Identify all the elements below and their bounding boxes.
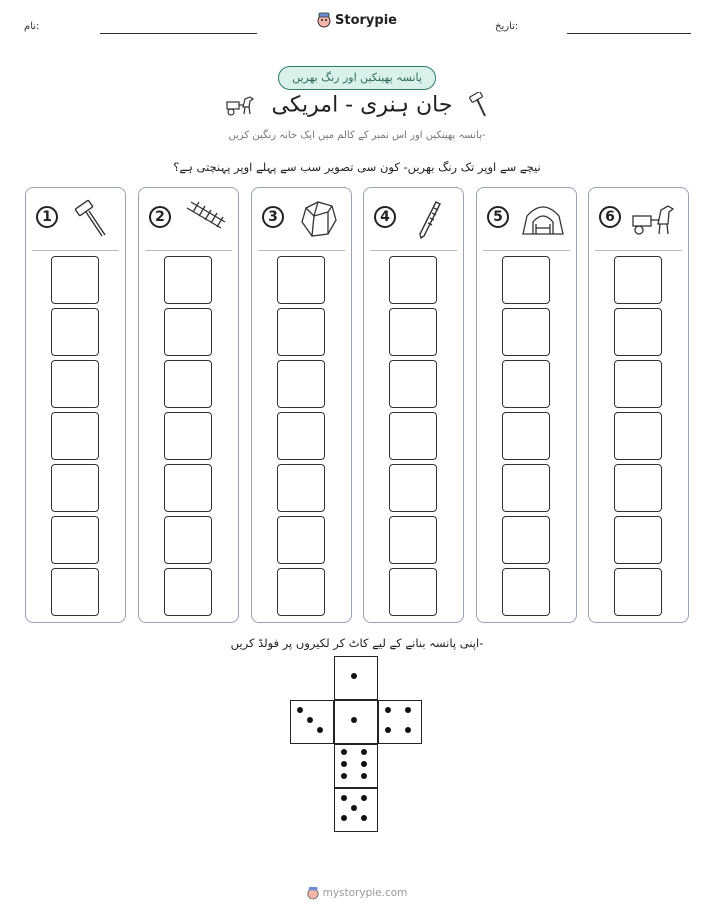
- horse-cart-icon: [225, 93, 257, 117]
- color-box[interactable]: [51, 360, 99, 408]
- column-number: 3: [262, 206, 284, 228]
- column-number: 4: [374, 206, 396, 228]
- dice-pip: [361, 773, 367, 779]
- instruction-text: نیچے سے اوپر تک رنگ بھریں- کون سی تصویر سب سے پہلے اوپر پہنچتی ہے؟: [173, 160, 541, 174]
- column-4: [363, 187, 464, 623]
- color-box[interactable]: [389, 568, 437, 616]
- color-box[interactable]: [164, 412, 212, 460]
- dice-pip: [351, 717, 357, 723]
- subtitle: پانسہ پھینکیں اور اس نمبر کے کالم میں ایک خانہ رنگین کریں-: [228, 130, 486, 141]
- dice-face-6: [334, 744, 378, 788]
- dice-pip: [297, 707, 303, 713]
- color-box[interactable]: [51, 308, 99, 356]
- storypie-mascot-icon: [317, 12, 331, 28]
- color-box[interactable]: [614, 360, 662, 408]
- page-title: [0, 92, 714, 118]
- column-2: [138, 187, 239, 623]
- name-label: نام:: [24, 21, 40, 32]
- color-box[interactable]: [502, 516, 550, 564]
- hammer-icon: [467, 92, 489, 118]
- color-box[interactable]: [51, 568, 99, 616]
- column-divider: [595, 250, 682, 251]
- column-divider: [32, 250, 119, 251]
- drill-spike-icon: [406, 198, 454, 240]
- storypie-mascot-icon: [307, 886, 319, 900]
- rock-icon: [294, 198, 342, 240]
- column-number: 1: [36, 206, 58, 228]
- color-box[interactable]: [502, 308, 550, 356]
- color-box[interactable]: [277, 464, 325, 512]
- color-box[interactable]: [502, 256, 550, 304]
- color-box[interactable]: [277, 308, 325, 356]
- color-box[interactable]: [614, 516, 662, 564]
- dice-face-1: [334, 656, 378, 700]
- color-box[interactable]: [389, 360, 437, 408]
- column-6: [588, 187, 689, 623]
- color-box[interactable]: [389, 516, 437, 564]
- brand-logo: [0, 12, 714, 32]
- column-divider: [258, 250, 345, 251]
- column-1: [25, 187, 126, 623]
- color-box[interactable]: [277, 412, 325, 460]
- hammer-icon: [68, 198, 116, 240]
- dice-face-5: [334, 788, 378, 832]
- color-box[interactable]: [502, 464, 550, 512]
- color-box[interactable]: [164, 308, 212, 356]
- dice-pip: [341, 749, 347, 755]
- color-box[interactable]: [502, 412, 550, 460]
- color-box[interactable]: [164, 256, 212, 304]
- column-divider: [145, 250, 232, 251]
- railroad-track-icon: [181, 198, 229, 240]
- name-line[interactable]: [100, 33, 257, 34]
- dice-face-4: [378, 700, 422, 744]
- color-box[interactable]: [164, 568, 212, 616]
- dice-pip: [341, 761, 347, 767]
- dice-pip: [385, 727, 391, 733]
- color-box[interactable]: [277, 568, 325, 616]
- color-box[interactable]: [614, 464, 662, 512]
- color-box[interactable]: [164, 464, 212, 512]
- column-5: [476, 187, 577, 623]
- color-box[interactable]: [164, 516, 212, 564]
- column-3: [251, 187, 352, 623]
- date-label: تاریخ:: [495, 21, 519, 32]
- color-box[interactable]: [277, 516, 325, 564]
- horse-cart-icon: [631, 198, 679, 240]
- dice-pip: [341, 795, 347, 801]
- color-box[interactable]: [51, 412, 99, 460]
- color-box[interactable]: [614, 568, 662, 616]
- date-line[interactable]: [567, 33, 691, 34]
- color-box[interactable]: [164, 360, 212, 408]
- column-number: 6: [599, 206, 621, 228]
- dice-pip: [307, 717, 313, 723]
- dice-pip: [361, 795, 367, 801]
- color-box[interactable]: [502, 360, 550, 408]
- tunnel-icon: [519, 198, 567, 240]
- color-box[interactable]: [277, 360, 325, 408]
- column-number: 2: [149, 206, 171, 228]
- color-box[interactable]: [502, 568, 550, 616]
- color-box[interactable]: [614, 308, 662, 356]
- dice-face-3: [290, 700, 334, 744]
- page-title-text: جان ہنری - امریکی: [271, 92, 453, 118]
- color-box[interactable]: [277, 256, 325, 304]
- color-box[interactable]: [51, 464, 99, 512]
- color-box[interactable]: [51, 516, 99, 564]
- dice-pip: [405, 707, 411, 713]
- dice-pip: [341, 815, 347, 821]
- dice-face-1: [334, 700, 378, 744]
- dice-pip: [385, 707, 391, 713]
- color-box[interactable]: [389, 308, 437, 356]
- brand-name: Storypie: [335, 12, 397, 28]
- column-divider: [370, 250, 457, 251]
- dice-pip: [361, 749, 367, 755]
- dice-pip: [351, 673, 357, 679]
- dice-pip: [405, 727, 411, 733]
- footer: [0, 886, 714, 903]
- dice-pip: [341, 773, 347, 779]
- column-number: 5: [487, 206, 509, 228]
- color-box[interactable]: [51, 256, 99, 304]
- activity-badge: پانسہ پھینکیں اور رنگ بھریں: [278, 66, 436, 90]
- color-box[interactable]: [389, 464, 437, 512]
- column-divider: [483, 250, 570, 251]
- color-box[interactable]: [389, 256, 437, 304]
- dice-pip: [317, 727, 323, 733]
- dice-pip: [351, 805, 357, 811]
- color-box[interactable]: [389, 412, 437, 460]
- dice-pip: [361, 761, 367, 767]
- color-box[interactable]: [614, 412, 662, 460]
- cut-instruction: اپنی پانسہ بنانے کے لیے کاٹ کر لکیروں پر فولڈ کریں-: [230, 636, 484, 650]
- dice-pip: [361, 815, 367, 821]
- footer-url: mystorypie.com: [322, 887, 408, 899]
- color-box[interactable]: [614, 256, 662, 304]
